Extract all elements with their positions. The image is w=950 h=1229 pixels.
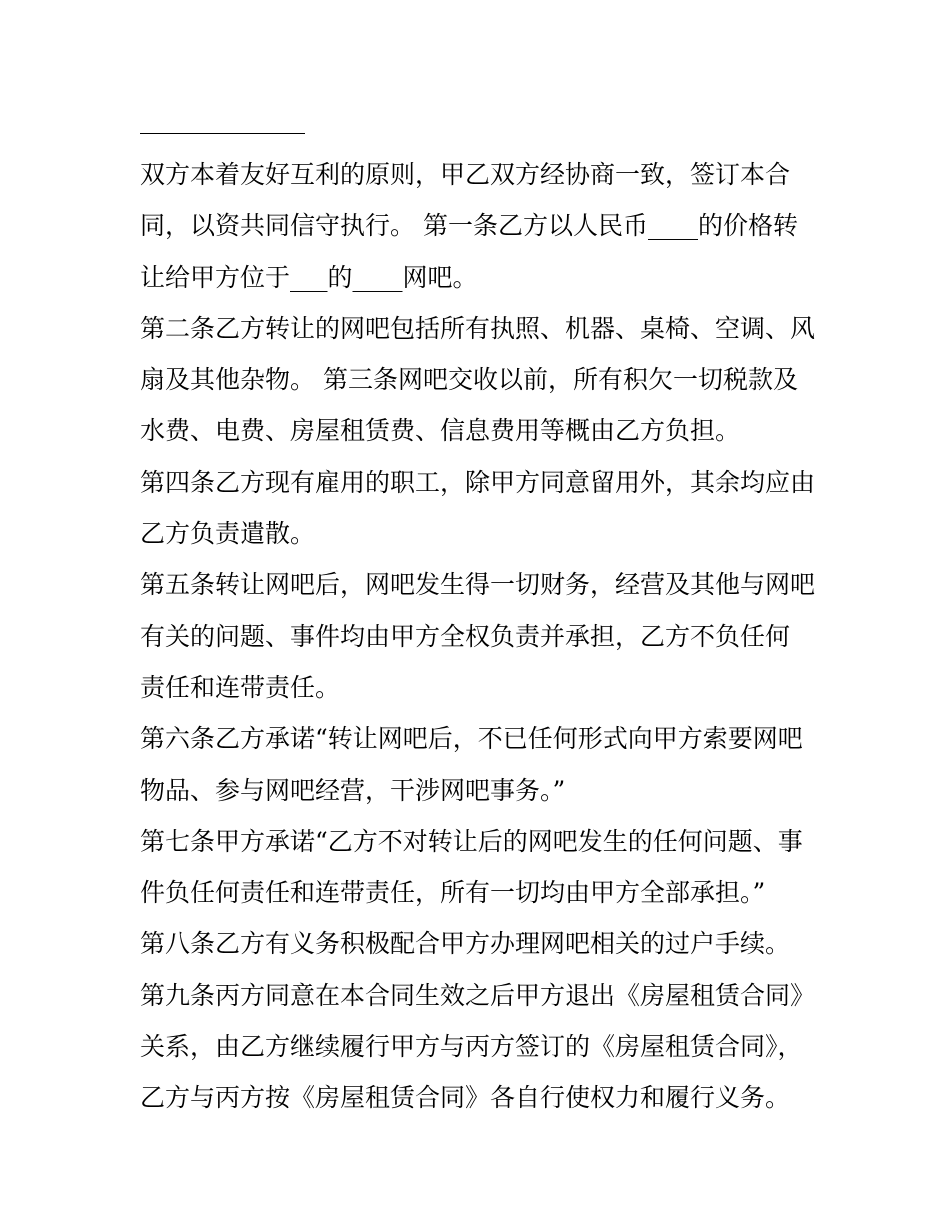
contract-paragraph-article-6 bbox=[140, 713, 830, 816]
text-line: 扇及其他杂物。 第三条网吧交收以前，所有积欠一切税款及 bbox=[140, 365, 798, 395]
contract-paragraph-article-4 bbox=[140, 457, 830, 560]
text-line: 第九条丙方同意在本合同生效之后甲方退出《房屋租赁合同》 bbox=[140, 980, 816, 1010]
text-line: 物品、参与网吧经营，干涉网吧事务。” bbox=[140, 775, 566, 805]
contract-paragraph-article-5 bbox=[140, 559, 830, 713]
text-line: 第四条乙方现有雇用的职工，除甲方同意留用外，其余均应由 bbox=[140, 467, 816, 497]
text-line: 第七条甲方承诺“乙方不对转让后的网吧发生的任何问题、事 bbox=[140, 826, 803, 856]
text-line: 有关的问题、事件均由甲方全权负责并承担，乙方不负任何 bbox=[140, 621, 791, 651]
text-line: 水费、电费、房屋租赁费、信息费用等概由乙方负担。 bbox=[140, 416, 741, 446]
contract-paragraph-article-2-3 bbox=[140, 303, 830, 457]
text-line: 件负任何责任和连带责任，所有一切均由甲方全部承担。” bbox=[140, 878, 766, 908]
contract-paragraph-intro bbox=[140, 149, 830, 303]
text-line: 第五条转让网吧后，网吧发生得一切财务，经营及其他与网吧 bbox=[140, 570, 816, 600]
contract-paragraph-article-9 bbox=[140, 970, 830, 1124]
signature-blank-line bbox=[140, 133, 305, 134]
text-line: 第八条乙方有义务积极配合甲方办理网吧相关的过户手续。 bbox=[140, 929, 791, 959]
text-line: 双方本着友好互利的原则，甲乙双方经协商一致，签订本合 bbox=[140, 160, 791, 189]
contract-paragraph-article-7 bbox=[140, 816, 830, 919]
text-line: 乙方与丙方按《房屋租赁合同》各自行使权力和履行义务。 bbox=[140, 1083, 791, 1113]
contract-body bbox=[140, 149, 830, 1124]
contract-paragraph-article-8 bbox=[140, 918, 830, 969]
text-line: 责任和连带责任。 bbox=[140, 672, 341, 702]
text-line: 让给甲方位于___的____网吧。 bbox=[140, 262, 478, 292]
text-line: 乙方负责遣散。 bbox=[140, 519, 316, 549]
text-line: 第六条乙方承诺“转让网吧后，不已任何形式向甲方索要网吧 bbox=[140, 724, 803, 754]
text-line: 第二条乙方转让的网吧包括所有执照、机器、桌椅、空调、风 bbox=[140, 313, 816, 343]
text-line: 同，以资共同信守执行。 第一条乙方以人民币____的价格转 bbox=[140, 211, 798, 241]
text-line: 关系，由乙方继续履行甲方与丙方签订的《房屋租赁合同》， bbox=[140, 1032, 803, 1062]
